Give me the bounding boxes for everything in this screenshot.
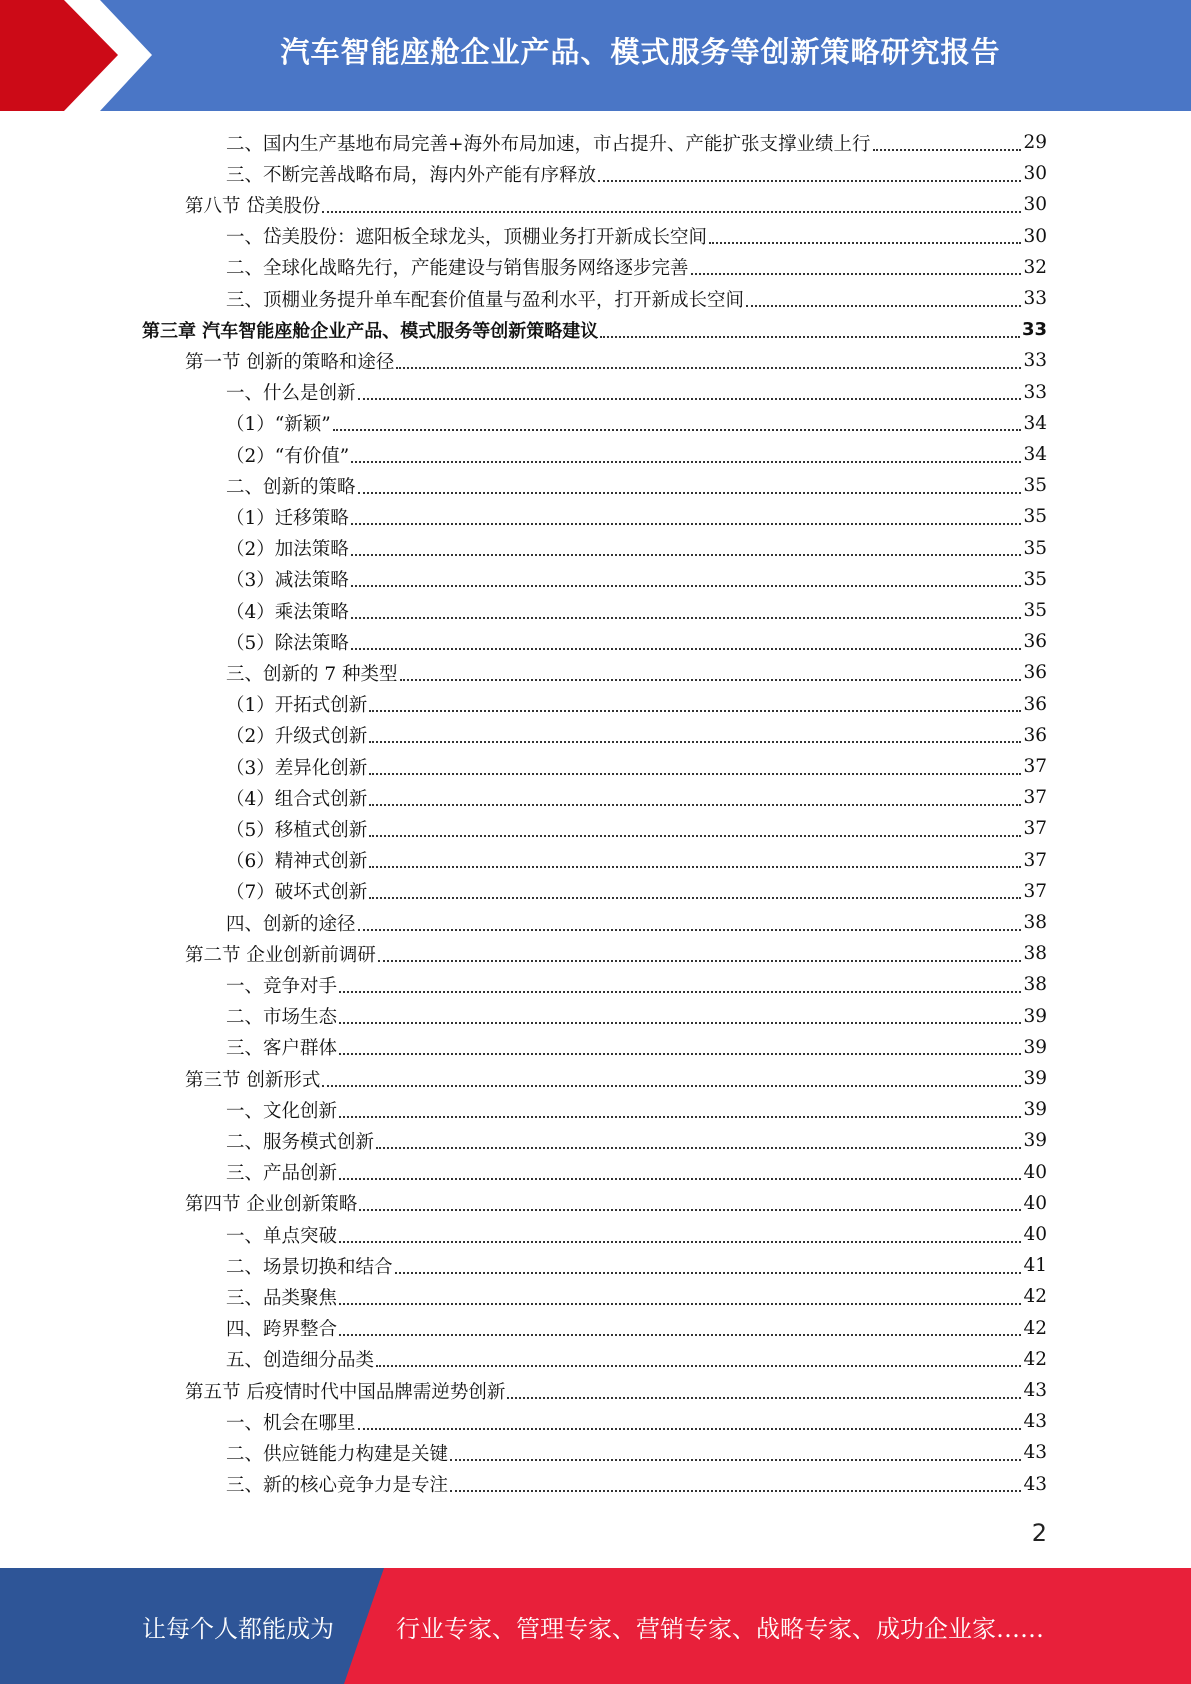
- toc-entry-page: 43: [1023, 1411, 1047, 1433]
- toc-entry[interactable]: [226, 283, 1047, 314]
- toc-entry-page: 35: [1023, 600, 1047, 621]
- toc-dot-leader: [351, 585, 1022, 587]
- toc-entry-page: 39: [1023, 1130, 1047, 1152]
- toc-dot-leader: [358, 929, 1022, 931]
- toc-dot-leader: [358, 1428, 1022, 1430]
- toc-entry[interactable]: [226, 408, 1047, 439]
- toc-entry-page: 35: [1023, 568, 1047, 590]
- toc-entry-page: 29: [1023, 132, 1047, 153]
- toc-entry-label: 一、单点突破: [226, 1225, 338, 1247]
- toc-dot-leader: [873, 149, 1022, 151]
- toc-dot-leader: [339, 1334, 1021, 1336]
- toc-entry-page: 38: [1023, 912, 1047, 933]
- toc-entry-page: 34: [1023, 444, 1047, 465]
- toc-dot-leader: [322, 211, 1021, 213]
- toc-entry-label: 四、创新的途径: [226, 913, 356, 935]
- toc-entry[interactable]: [185, 345, 1047, 376]
- toc-entry[interactable]: [226, 127, 1047, 158]
- toc-entry-page: 33: [1023, 350, 1047, 372]
- page-number: 2: [1031, 1519, 1047, 1547]
- toc-entry-page: 38: [1023, 943, 1047, 965]
- toc-entry[interactable]: [226, 907, 1047, 938]
- toc-entry-page: 36: [1023, 724, 1047, 746]
- toc-entry-label: 二、服务模式创新: [226, 1131, 375, 1153]
- toc-entry-label: 三、创新的 7 种类型: [226, 663, 398, 685]
- toc-entry[interactable]: [226, 470, 1047, 501]
- footer-slogan-right: 行业专家、管理专家、营销专家、战略专家、成功企业家……: [396, 1614, 1044, 1643]
- toc-entry-label: 第八节 岱美股份: [185, 195, 321, 217]
- toc-entry-label: （3）减法策略: [226, 570, 349, 592]
- toc-entry[interactable]: [226, 533, 1047, 564]
- toc-entry[interactable]: [185, 189, 1047, 220]
- toc-entry[interactable]: [185, 1375, 1047, 1406]
- toc-dot-leader: [339, 1178, 1021, 1180]
- toc-entry-page: 40: [1023, 1161, 1047, 1183]
- toc-entry-label: 一、机会在哪里: [226, 1412, 356, 1434]
- toc-dot-leader: [351, 461, 1021, 463]
- toc-entry[interactable]: [226, 158, 1047, 189]
- toc-entry-page: 35: [1023, 475, 1047, 497]
- toc-dot-leader: [351, 617, 1022, 619]
- toc-entry-label: 一、岱美股份：遮阳板全球龙头，顶棚业务打开新成长空间: [226, 227, 708, 249]
- toc-dot-leader: [339, 1022, 1021, 1024]
- toc-entry-label: （1）迁移策略: [226, 507, 349, 529]
- toc-entry-label: （2）加法策略: [226, 539, 349, 561]
- toc-entry[interactable]: [226, 1406, 1047, 1437]
- toc-entry[interactable]: [226, 501, 1047, 532]
- toc-entry-page: 40: [1023, 1224, 1047, 1245]
- toc-entry[interactable]: [226, 1219, 1047, 1250]
- toc-entry-label: （5）除法策略: [226, 632, 349, 654]
- toc-entry[interactable]: [226, 1281, 1047, 1312]
- toc-entry-label: （2）升级式创新: [226, 726, 368, 748]
- toc-entry-page: 30: [1023, 225, 1047, 247]
- toc-entry[interactable]: [226, 1437, 1047, 1468]
- toc-dot-leader: [359, 1209, 1021, 1211]
- toc-entry-page: 43: [1023, 1442, 1047, 1464]
- toc-entry-label: 第一节 创新的策略和途径: [185, 351, 395, 373]
- toc-dot-leader: [746, 305, 1021, 307]
- toc-entry-label: 三、新的核心竞争力是专注: [226, 1475, 449, 1497]
- toc-dot-leader: [339, 1116, 1021, 1118]
- toc-entry-page: 41: [1023, 1255, 1047, 1277]
- toc-entry-page: 43: [1023, 1380, 1047, 1401]
- page-header: [0, 0, 1191, 111]
- toc-entry-page: 34: [1023, 412, 1047, 434]
- toc-dot-leader: [369, 835, 1021, 837]
- toc-entry[interactable]: [226, 626, 1047, 657]
- toc-entry-page: 30: [1023, 194, 1047, 216]
- toc-entry-page: 36: [1023, 693, 1047, 715]
- toc-entry[interactable]: [226, 657, 1047, 688]
- toc-dot-leader: [396, 367, 1021, 369]
- toc-entry-page: 33: [1023, 381, 1047, 403]
- toc-entry-page: 37: [1023, 818, 1047, 840]
- toc-dot-leader: [351, 523, 1022, 525]
- toc-dot-leader: [333, 429, 1022, 431]
- toc-entry-label: 三、顶棚业务提升单车配套价值量与盈利水平，打开新成长空间: [226, 289, 745, 311]
- toc-entry-label: （4）乘法策略: [226, 601, 349, 623]
- toc-entry-page: 42: [1023, 1317, 1047, 1339]
- toc-entry[interactable]: [185, 938, 1047, 969]
- toc-entry-label: 第二节 企业创新前调研: [185, 944, 376, 966]
- toc-dot-leader: [358, 492, 1022, 494]
- toc-entry-label: （5）移植式创新: [226, 819, 368, 841]
- toc-entry-label: （6）精神式创新: [226, 851, 368, 873]
- toc-entry[interactable]: [226, 252, 1047, 283]
- toc-entry-page: 37: [1023, 849, 1047, 871]
- toc-dot-leader: [598, 180, 1021, 182]
- toc-entry-label: 二、全球化战略先行，产能建设与销售服务网络逐步完善: [226, 258, 689, 280]
- toc-entry[interactable]: [226, 1094, 1047, 1125]
- toc-entry[interactable]: [226, 720, 1047, 751]
- toc-entry-page: 35: [1023, 506, 1047, 528]
- toc-entry-label: 第三章 汽车智能座舱企业产品、模式服务等创新策略建议: [142, 320, 599, 342]
- toc-dot-leader: [709, 242, 1021, 244]
- toc-entry[interactable]: [226, 1032, 1047, 1063]
- toc-entry-label: （3）差异化创新: [226, 757, 368, 779]
- toc-entry-page: 42: [1023, 1286, 1047, 1308]
- toc-entry[interactable]: [226, 1001, 1047, 1032]
- toc-entry-label: 第四节 企业创新策略: [185, 1194, 358, 1216]
- toc-dot-leader: [339, 1053, 1021, 1055]
- toc-dot-leader: [400, 679, 1022, 681]
- toc-entry-page: 40: [1023, 1192, 1047, 1214]
- toc-dot-leader: [369, 897, 1021, 899]
- toc-entry-page: 39: [1023, 1005, 1047, 1027]
- toc-dot-leader: [369, 866, 1021, 868]
- toc-entry[interactable]: [226, 1469, 1047, 1500]
- toc-dot-leader: [339, 1241, 1021, 1243]
- toc-entry-page: 39: [1023, 1036, 1047, 1058]
- toc-entry-label: 三、客户群体: [226, 1038, 338, 1060]
- toc-entry-label: 二、国内生产基地布局完善+海外布局加速，市占提升、产能扩张支撑业绩上行: [226, 133, 871, 155]
- toc-entry[interactable]: [226, 782, 1047, 813]
- toc-dot-leader: [369, 804, 1021, 806]
- toc-entry-label: 五、创造细分品类: [226, 1350, 375, 1372]
- toc-entry[interactable]: [226, 845, 1047, 876]
- toc-entry[interactable]: [226, 595, 1047, 626]
- toc-entry-label: 一、竞争对手: [226, 975, 338, 997]
- toc-dot-leader: [339, 1303, 1021, 1305]
- toc-entry-page: 37: [1023, 756, 1047, 777]
- footer-slogan-left: 让每个人都能成为: [142, 1614, 334, 1643]
- toc-entry-page: 33: [1021, 319, 1047, 341]
- toc-dot-leader: [351, 648, 1022, 650]
- toc-dot-leader: [507, 1397, 1021, 1399]
- toc-entry-page: 35: [1023, 537, 1047, 559]
- toc-entry[interactable]: [185, 1063, 1047, 1094]
- toc-entry-page: 42: [1023, 1348, 1047, 1370]
- toc-entry-page: 37: [1023, 787, 1047, 809]
- toc-entry-label: （1）“新颖”: [226, 414, 331, 436]
- toc-entry[interactable]: [226, 813, 1047, 844]
- toc-dot-leader: [369, 773, 1021, 775]
- toc-dot-leader: [395, 1272, 1022, 1274]
- toc-entry-label: 二、创新的策略: [226, 476, 356, 498]
- toc-entry-label: 第五节 后疫情时代中国品牌需逆势创新: [185, 1381, 506, 1403]
- toc-entry-page: 39: [1023, 1099, 1047, 1121]
- toc-entry[interactable]: [185, 1188, 1047, 1219]
- toc-entry-label: 三、品类聚焦: [226, 1287, 338, 1309]
- toc-entry[interactable]: [142, 314, 1047, 345]
- toc-entry[interactable]: [226, 969, 1047, 1000]
- toc-dot-leader: [691, 273, 1022, 275]
- toc-entry-label: 第三节 创新形式: [185, 1069, 321, 1091]
- toc-entry-page: 37: [1023, 880, 1047, 902]
- toc-entry[interactable]: [226, 1313, 1047, 1344]
- toc-entry[interactable]: [226, 564, 1047, 595]
- toc-dot-leader: [376, 1365, 1021, 1367]
- toc-dot-leader: [376, 1147, 1021, 1149]
- toc-entry-label: （1）开拓式创新: [226, 695, 368, 717]
- toc-entry-label: 一、什么是创新: [226, 383, 356, 405]
- toc-dot-leader: [339, 991, 1021, 993]
- toc-entry[interactable]: [226, 221, 1047, 252]
- toc-dot-leader: [358, 398, 1022, 400]
- toc-entry-label: 二、场景切换和结合: [226, 1256, 393, 1278]
- toc-entry-label: 三、产品创新: [226, 1163, 338, 1185]
- toc-entry-page: 36: [1023, 662, 1047, 684]
- toc-entry-label: 三、不断完善战略布局，海内外产能有序释放: [226, 164, 597, 186]
- toc-entry-page: 38: [1023, 974, 1047, 996]
- toc-entry[interactable]: [226, 377, 1047, 408]
- toc-dot-leader: [378, 960, 1022, 962]
- toc-dot-leader: [600, 336, 1020, 338]
- toc-dot-leader: [450, 1459, 1021, 1461]
- toc-entry[interactable]: [226, 876, 1047, 907]
- toc-dot-leader: [322, 1085, 1021, 1087]
- toc-dot-leader: [369, 710, 1021, 712]
- toc-entry-label: （7）破坏式创新: [226, 882, 368, 904]
- toc-entry[interactable]: [226, 1250, 1047, 1281]
- toc-entry-page: 33: [1023, 288, 1047, 309]
- toc-entry-label: 二、市场生态: [226, 1007, 338, 1029]
- toc-dot-leader: [369, 741, 1021, 743]
- page-footer: [0, 1568, 1191, 1684]
- toc-entry[interactable]: [226, 689, 1047, 720]
- toc-dot-leader: [450, 1490, 1021, 1492]
- toc-entry-label: 四、跨界整合: [226, 1319, 338, 1341]
- toc-entry-page: 36: [1023, 631, 1047, 653]
- toc-entry-page: 43: [1023, 1473, 1047, 1495]
- toc-entry-page: 30: [1023, 163, 1047, 185]
- toc-entry-label: （4）组合式创新: [226, 788, 368, 810]
- toc-entry[interactable]: [226, 1125, 1047, 1156]
- toc-entry-page: 32: [1023, 256, 1047, 278]
- toc-entry[interactable]: [226, 439, 1047, 470]
- toc-entry[interactable]: [226, 1157, 1047, 1188]
- toc-entry[interactable]: [226, 1344, 1047, 1375]
- toc-entry-label: 一、文化创新: [226, 1100, 338, 1122]
- toc-dot-leader: [351, 554, 1022, 556]
- toc-entry-label: （2）“有价值”: [226, 445, 350, 467]
- toc-entry-label: 二、供应链能力构建是关键: [226, 1443, 449, 1465]
- toc-entry-page: 39: [1023, 1068, 1047, 1089]
- toc-entry[interactable]: [226, 751, 1047, 782]
- report-title: 汽车智能座舱企业产品、模式服务等创新策略研究报告: [280, 34, 1001, 69]
